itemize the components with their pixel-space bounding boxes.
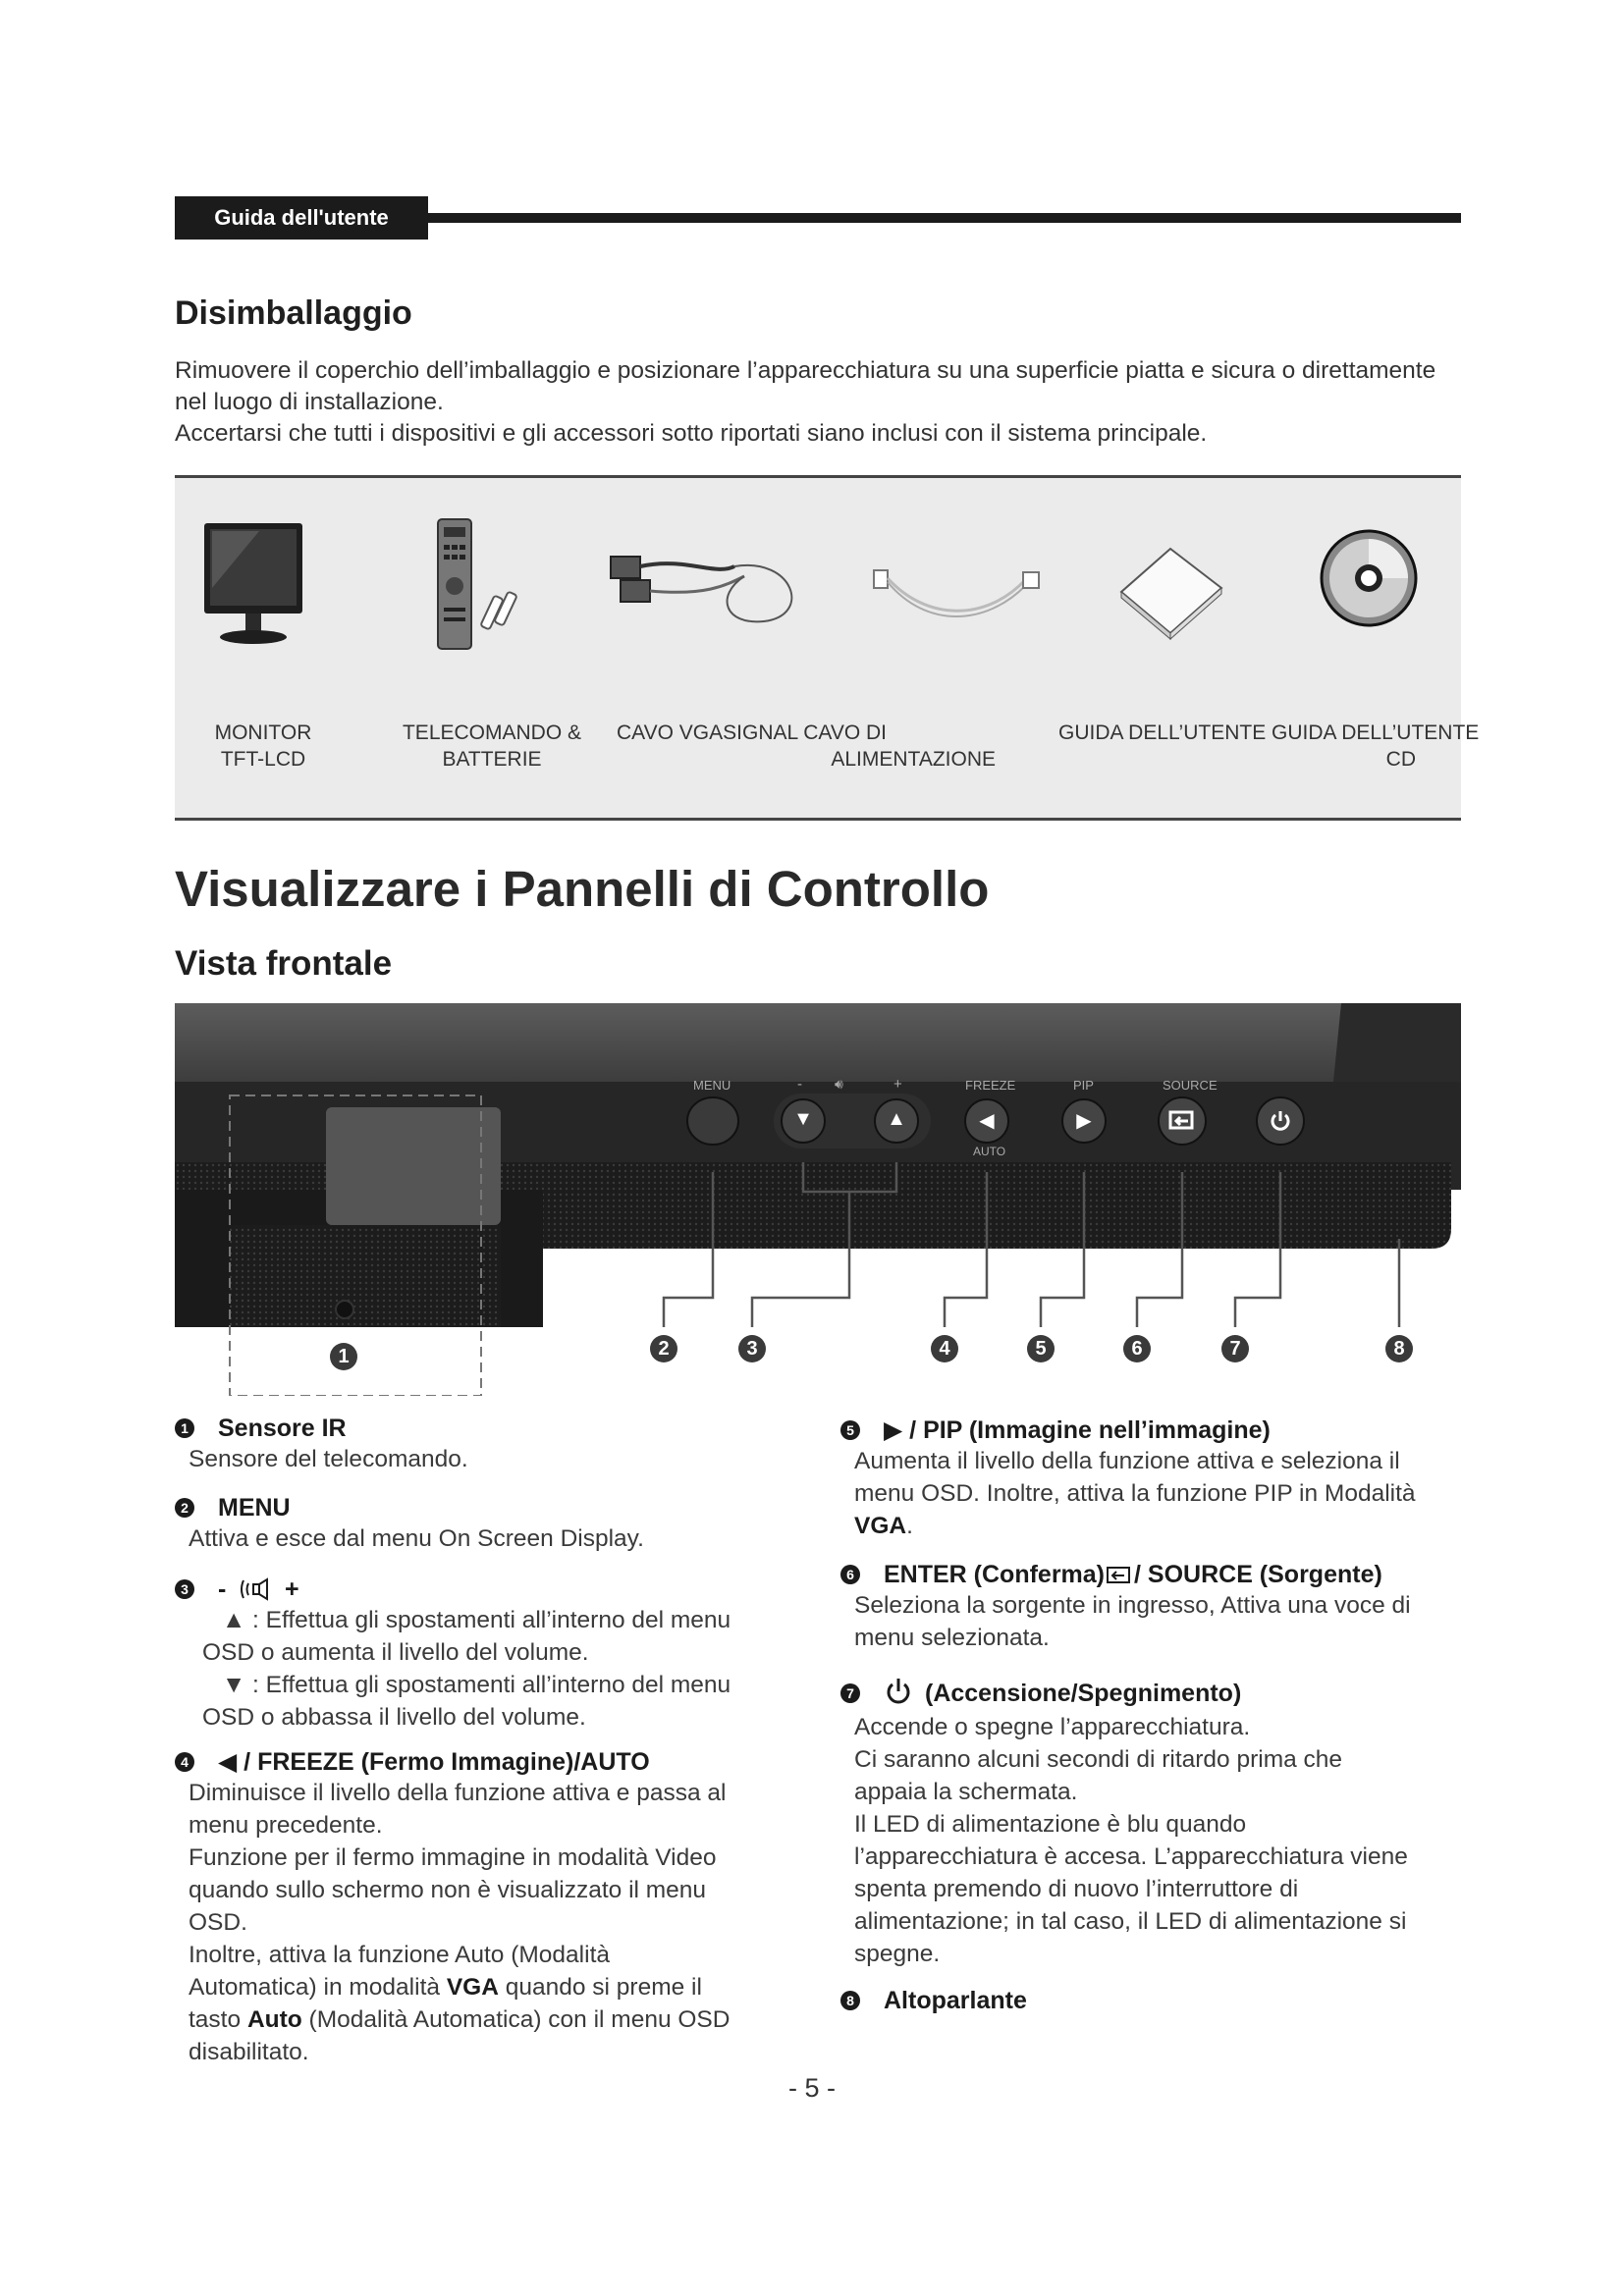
panel-label-plus: +	[893, 1076, 902, 1093]
right-arrow-icon[interactable]: ▶	[1076, 1110, 1092, 1132]
descriptions-left-column	[175, 1414, 784, 2068]
desc-number-1: 1	[175, 1418, 194, 1438]
front-panel-drawing	[175, 1003, 1461, 1396]
text-bold-vga: VGA	[446, 1974, 499, 2001]
header-tab: Guida dell'utente	[175, 196, 428, 240]
desc-title-power: (Accensione/Spegnimento)	[925, 1680, 1242, 1707]
power-cable-icon	[868, 553, 1045, 631]
left-arrow-icon[interactable]: ◀	[979, 1110, 995, 1132]
accessory-label-monitor	[185, 720, 342, 773]
enter-icon	[1105, 1565, 1134, 1586]
down-arrow-icon[interactable]: ▼	[793, 1108, 813, 1130]
power-icon	[884, 1676, 913, 1707]
accessory-label-line: ALIMENTAZIONE	[831, 748, 996, 771]
panel-label-freeze: FREEZE	[965, 1078, 1016, 1093]
desc-number-6: 6	[840, 1565, 860, 1584]
accessory-label-guides	[1058, 720, 1480, 773]
accessory-label-line: CAVO VGASIGNAL CAVO DI	[617, 721, 888, 744]
page-title-controls: Visualizzare i Pannelli di Controllo	[175, 861, 990, 917]
desc-text-down-cont: OSD o abbassa il livello del volume.	[202, 1704, 586, 1731]
front-panel-illustration	[175, 1003, 1461, 1396]
monitor-icon	[200, 519, 308, 649]
text-span: Aumenta il livello della funzione attiva e seleziona il menu OSD. Inoltre, attiva la funzione PIP in Modalità	[854, 1448, 1416, 1507]
volume-icon: 🔊︎	[835, 1076, 843, 1092]
power-icon[interactable]	[1268, 1108, 1293, 1134]
callout-8: 8	[1385, 1335, 1413, 1362]
desc-title-enter	[884, 1560, 1382, 1589]
desc-text-down: ▼ : Effettua gli spostamenti all’interno del menu	[222, 1672, 731, 1698]
callout-6: 6	[1123, 1335, 1151, 1362]
callout-7: 7	[1221, 1335, 1249, 1362]
desc-title-volume-minus: -	[218, 1575, 227, 1603]
desc-number-7: 7	[840, 1683, 860, 1703]
unpacking-paragraph-2: Accertarsi che tutti i dispositivi e gli accessori sotto riportati siano inclusi con il sistema principale.	[175, 420, 1208, 447]
accessory-label-line: BATTERIE	[442, 748, 542, 771]
callout-5: 5	[1027, 1335, 1055, 1362]
desc-text-menu: Attiva e esce dal menu On Screen Display.	[189, 1525, 644, 1552]
accessory-label-line: CD	[1385, 748, 1416, 771]
header-rule	[428, 213, 1461, 223]
section-title-unpacking: Disimballaggio	[175, 294, 412, 332]
desc-title-ir-sensor: Sensore IR	[218, 1415, 347, 1442]
descriptions-right-column	[840, 1415, 1430, 2015]
callout-2: 2	[650, 1335, 677, 1362]
up-arrow-icon[interactable]: ▲	[887, 1108, 906, 1130]
panel-label-menu: MENU	[693, 1078, 731, 1093]
accessory-label-line: TFT-LCD	[220, 748, 306, 771]
accessory-label-line: TELECOMANDO &	[402, 721, 582, 744]
source-enter-icon[interactable]	[1166, 1109, 1198, 1133]
remote-control-icon	[432, 517, 530, 655]
unpacking-paragraph-1: Rimuovere il coperchio dell’imballaggio e posizionare l’apparecchiatura su una superficie piatta e sicura o direttamente nel luogo di installazione.	[175, 357, 1436, 415]
desc-title-menu: MENU	[218, 1494, 291, 1522]
callout-1: 1	[330, 1343, 357, 1370]
panel-label-auto: AUTO	[973, 1145, 1006, 1158]
desc-text-freeze-3	[189, 1939, 738, 2068]
desc-text-freeze-2: Funzione per il fermo immagine in modalità Video quando sullo schermo non è visualizzato il menu OSD.	[189, 1844, 717, 1936]
accessory-label-line: MONITOR	[214, 721, 312, 744]
callout-3: 3	[738, 1335, 766, 1362]
text-span: quando si preme il tasto	[189, 1974, 702, 2033]
panel-label-source: SOURCE	[1163, 1078, 1218, 1093]
desc-title-volume-plus: +	[285, 1575, 299, 1603]
desc-text-pip	[854, 1445, 1430, 1542]
cd-icon	[1318, 527, 1420, 629]
text-bold-auto: Auto	[246, 2006, 302, 2033]
page-number: - 5 -	[787, 2073, 836, 2103]
desc-title-pip: ▶ / PIP (Immagine nell’immagine)	[884, 1416, 1271, 1444]
desc-number-5: 5	[840, 1420, 860, 1440]
desc-title-freeze: ◀ / FREEZE (Fermo Immagine)/AUTO	[218, 1748, 650, 1776]
desc-text-up: ▲ : Effettua gli spostamenti all’interno del menu	[222, 1607, 731, 1633]
desc-number-3: 3	[175, 1579, 194, 1599]
desc-text-enter: Seleziona la sorgente in ingresso, Attiva una voce di menu selezionata.	[854, 1592, 1411, 1651]
accessory-label-line: GUIDA DELL’UTENTE GUIDA DELL’UTENTE	[1058, 721, 1480, 744]
user-guide-icon	[1111, 543, 1229, 641]
section-title-front-view: Vista frontale	[175, 944, 393, 983]
text-span: .	[906, 1513, 913, 1539]
volume-icon	[240, 1576, 273, 1602]
vga-cable-icon	[607, 537, 803, 635]
desc-text-ir-sensor: Sensore del telecomando.	[189, 1446, 468, 1472]
text-bold-vga: VGA	[854, 1513, 907, 1539]
accessories-panel	[175, 475, 1480, 821]
desc-text-power-2: Ci saranno alcuni secondi di ritardo prima che appaia la schermata.	[854, 1746, 1343, 1805]
desc-title-speaker: Altoparlante	[884, 1987, 1027, 2014]
desc-text-power-1: Accende o spegne l’apparecchiatura.	[854, 1714, 1251, 1740]
desc-text-power-3: Il LED di alimentazione è blu quando l’apparecchiatura è accesa. L’apparecchiatura viene spenta premendo di nuovo l’interruttore di alimentazione; in tal caso, il LED di alimentazione si spegne.	[854, 1811, 1408, 1967]
text-span: ENTER (Conferma)	[884, 1561, 1106, 1588]
panel-label-pip: PIP	[1073, 1078, 1094, 1093]
desc-text-freeze-1: Diminuisce il livello della funzione attiva e passa al menu precedente.	[189, 1780, 727, 1839]
text-span: / SOURCE (Sorgente)	[1134, 1561, 1382, 1588]
desc-number-8: 8	[840, 1991, 860, 2010]
text-span: (Modalità Automatica) con il menu OSD disabilitato.	[189, 2006, 731, 2065]
panel-label-minus: -	[797, 1076, 802, 1093]
accessory-label-cables	[617, 720, 1009, 773]
accessory-label-remote	[389, 720, 595, 773]
text-span: Inoltre, attiva la funzione Auto (Modalità Automatica) in modalità	[189, 1942, 611, 2001]
desc-text-up-cont: OSD o aumenta il livello del volume.	[202, 1639, 589, 1666]
callout-4: 4	[931, 1335, 958, 1362]
desc-number-2: 2	[175, 1498, 194, 1518]
desc-number-4: 4	[175, 1752, 194, 1772]
